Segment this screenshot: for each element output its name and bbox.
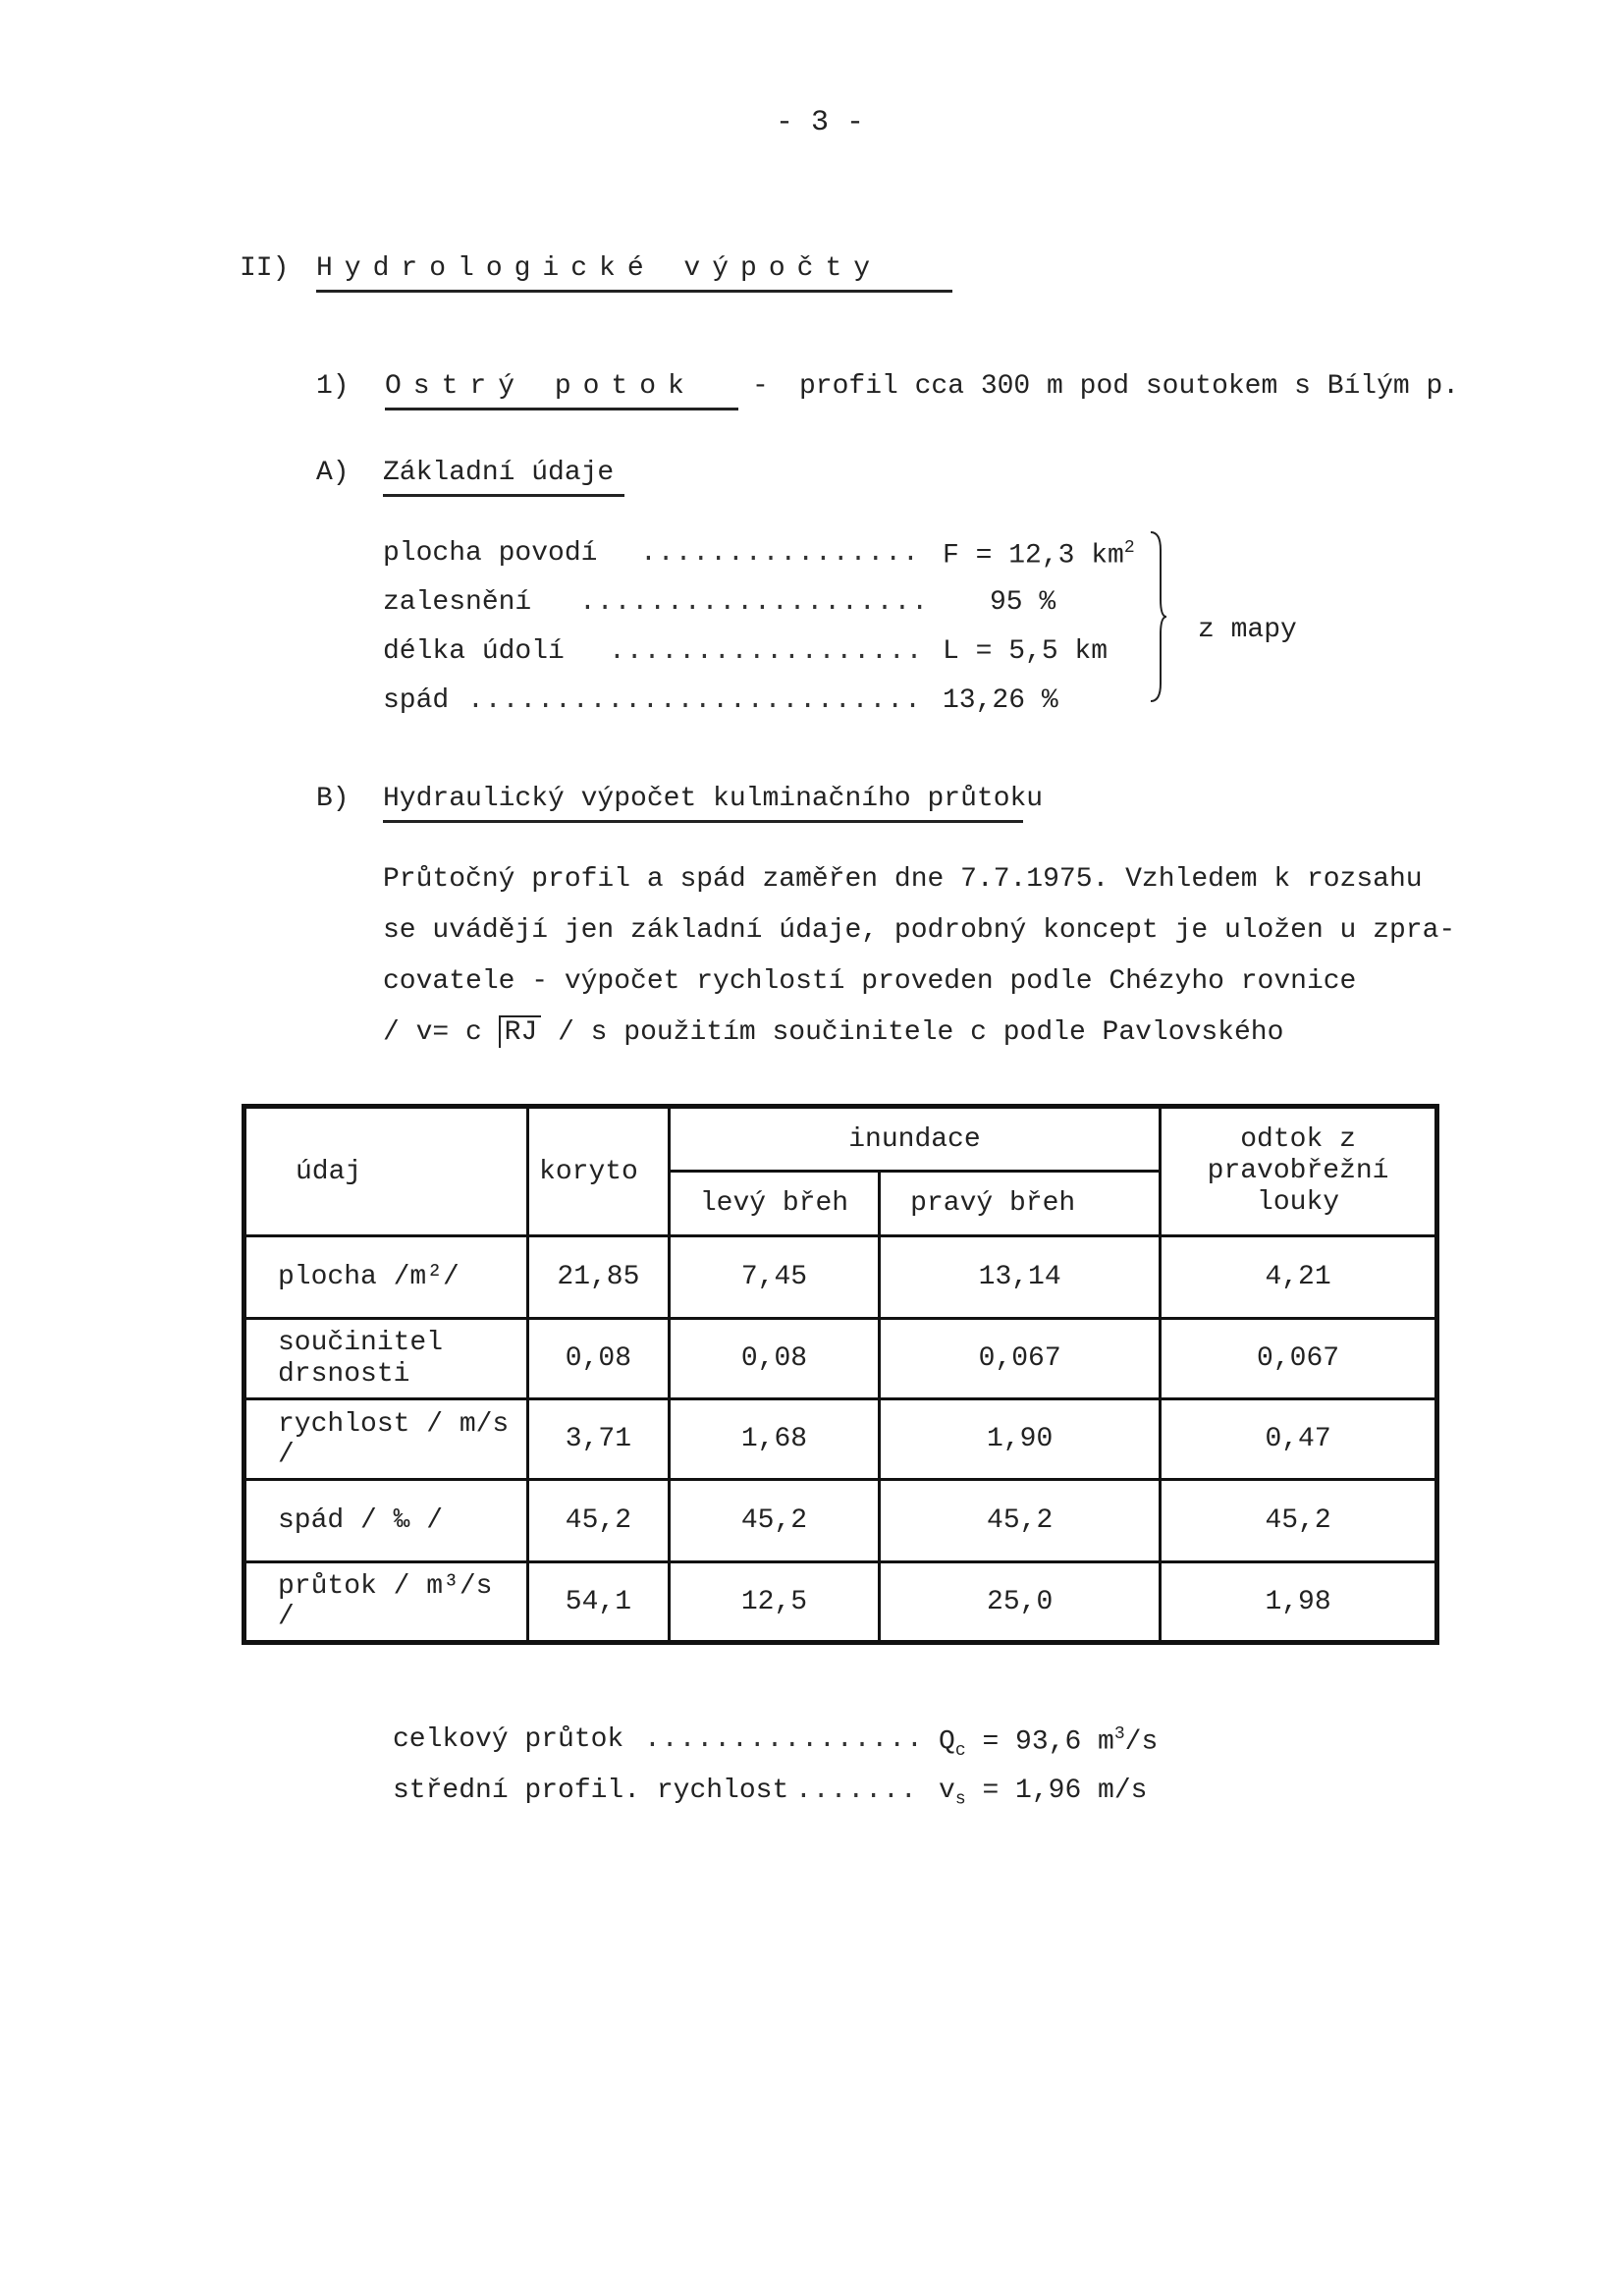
summary-total-label: celkový průtok (393, 1724, 624, 1755)
header-cell: inundace (669, 1107, 1160, 1172)
basic-data-value: 95 % (990, 587, 1056, 618)
part-b-heading: Hydraulický výpočet kulminačního průtoku (383, 784, 1023, 823)
table-cell: 0,47 (1161, 1399, 1437, 1480)
row-label: rychlost / m/s / (244, 1399, 528, 1480)
paragraph-line: se uvádějí jen základní údaje, podrobný koncept je uložen u zpra- (383, 915, 1456, 946)
formula-root: RJ (499, 1015, 542, 1048)
table-cell: 1,98 (1161, 1562, 1437, 1643)
leader-dots: ....... (795, 1776, 918, 1806)
basic-data-label: plocha povodí (383, 538, 598, 569)
table-cell: 13,14 (880, 1236, 1161, 1319)
row-label: spád / ‰ / (244, 1480, 528, 1562)
subsection-dash: - (752, 371, 769, 402)
summary-mean-label: střední profil. rychlost (393, 1776, 789, 1806)
leader-dots: ................ (640, 538, 920, 569)
leader-dots: .................... (579, 587, 930, 618)
table-cell: 25,0 (880, 1562, 1161, 1643)
basic-data-value: L = 5,5 km (943, 636, 1109, 667)
table-cell: 0,08 (528, 1319, 670, 1399)
table-cell: 7,45 (669, 1236, 879, 1319)
basic-data-label: délka údolí (383, 636, 565, 667)
table-cell: 21,85 (528, 1236, 670, 1319)
formula-line (383, 1017, 1283, 1048)
source-note: z mapy (1198, 615, 1297, 645)
hydraulic-table (242, 1104, 1439, 1645)
table-cell: 0,067 (1161, 1319, 1437, 1399)
table-cell: 3,71 (528, 1399, 670, 1480)
header-cell: koryto (528, 1107, 670, 1236)
header-cell: odtok z pravobřežní louky (1161, 1107, 1437, 1236)
header-cell: levý břeh (669, 1172, 879, 1236)
part-b-letter: B) (316, 784, 350, 814)
formula-prefix: / v= c (383, 1017, 482, 1048)
header-cell: údaj (244, 1107, 528, 1236)
basic-data-value: 13,26 % (943, 685, 1058, 716)
summary-mean-value: $v_s = 1,96$ m/s (939, 1776, 1148, 1810)
part-a-heading: Základní údaje (383, 458, 624, 497)
table-row (244, 1562, 1437, 1643)
section-title: Hydrologické výpočty (316, 253, 952, 293)
table-cell: 4,21 (1161, 1236, 1437, 1319)
table-row (244, 1399, 1437, 1480)
leader-dots: .................. (609, 636, 924, 667)
table-cell: 45,2 (1161, 1480, 1437, 1562)
leader-dots: ................ (644, 1724, 924, 1755)
row-label: průtok / m³/s / (244, 1562, 528, 1643)
paragraph-line: Průtočný profil a spád zaměřen dne 7.7.1975. Vzhledem k rozsahu (383, 864, 1423, 895)
table-cell: 45,2 (880, 1480, 1161, 1562)
page-number: - 3 - (776, 106, 865, 139)
formula-suffix: / s použitím součinitele c podle Pavlovského (558, 1017, 1284, 1048)
table-cell: 54,1 (528, 1562, 670, 1643)
subsection-title: Ostrý potok (385, 371, 738, 410)
part-a-letter: A) (316, 458, 350, 488)
leader-dots: .......................... (467, 685, 922, 716)
table-cell: 45,2 (528, 1480, 670, 1562)
basic-data-value: F = 12,3 $km^2$ (943, 538, 1135, 572)
table-cell: 1,68 (669, 1399, 879, 1480)
table-cell: 1,90 (880, 1399, 1161, 1480)
summary-total-value: $Q_c = 93,6$ $m^3/s$ (939, 1724, 1159, 1761)
table-cell: 12,5 (669, 1562, 879, 1643)
table-row (244, 1319, 1437, 1399)
right-brace (1149, 530, 1166, 703)
table-row (244, 1480, 1437, 1562)
table-cell: 0,067 (880, 1319, 1161, 1399)
row-label: plocha /m²/ (244, 1236, 528, 1319)
paragraph-line: covatele - výpočet rychlostí proveden podle Chézyho rovnice (383, 966, 1357, 997)
basic-data-label: spád (383, 685, 450, 716)
table-cell: 45,2 (669, 1480, 879, 1562)
table-cell: 0,08 (669, 1319, 879, 1399)
section-numeral: II) (240, 253, 290, 284)
table-row (244, 1236, 1437, 1319)
basic-data-label: zalesnění (383, 587, 532, 618)
table-header-row (244, 1107, 1437, 1172)
subsection-number: 1) (316, 371, 350, 402)
row-label: součinitel drsnosti (244, 1319, 528, 1399)
header-cell: pravý břeh (880, 1172, 1161, 1236)
subsection-subtitle: profil cca 300 m pod soutokem s Bílým p. (799, 371, 1460, 402)
